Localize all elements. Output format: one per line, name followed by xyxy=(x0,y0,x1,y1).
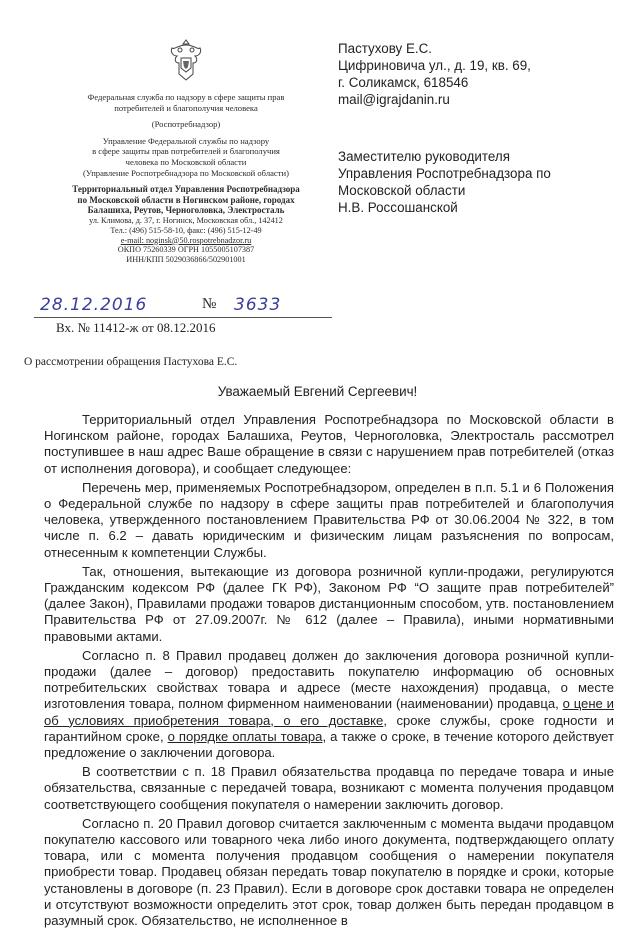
addressee-block xyxy=(338,40,628,216)
sender-department-line: (Управление Роспотребнадзора по Московской области) xyxy=(83,167,289,178)
underlined-text: о цене и об условиях приобретения товара, о его доставке xyxy=(44,696,614,728)
handwritten-number: 3633 xyxy=(234,295,282,315)
coat-of-arms-emblem xyxy=(164,36,208,82)
paragraph-text: Согласно п. 8 Правил продавец должен до заключения договора розничной купли-продажи (далее – договор) предоставить покупателю информацию об основных потребительских свойствах товара и адресе (месте нахождения) продавца, о месте изготовления товара, полном фирменном наименовании (наименовании) продавца, xyxy=(44,647,614,712)
recipient-street: Цифриновича ул., д. 19, кв. 69, xyxy=(338,58,531,73)
sender-office-line: Территориальный отдел Управления Роспотребнадзора xyxy=(72,184,300,195)
paragraph-text: , а также о сроке, в течение которого действует предложение о заключении договора. xyxy=(44,728,614,761)
recipient-email: mail@igrajdanin.ru xyxy=(338,92,450,107)
copy-to-block xyxy=(338,148,628,216)
paragraph: Согласно п. 20 Правил договор считается заключенным с момента выдачи продавцом покупателю кассового или товарного чека либо иного документа, подтверждающего оплату товара, или с момента получения продавцом сообщения о намерении покупателя приобрести товар. Продавец обязан передать товар покупателю в порядке и сроки, которые установлены в договоре (п. 23 Правил). Если в договоре срок доставки товара не определен и отсутствуют возможности определить этот срок, товар должен быть передан продавцом в разумный срок. Обязательство, не исполненное в xyxy=(44,815,614,929)
handwritten-date: 28.12.2016 xyxy=(40,295,148,315)
paragraph: Так, отношения, вытекающие из договора розничной купли-продажи, регулируются Гражданским кодексом РФ (далее ГК РФ), Законом РФ “О защите прав потребителей” (далее Закон), Правилами продажи товаров дистанционным способом, утв. постановлением Правительства РФ от 27.09.2007г. № 612 (далее – Правила), иными нормативными правовыми актами. xyxy=(44,563,614,644)
underlined-text: о порядке оплаты товара xyxy=(167,728,323,744)
copy-to-line: Управления Роспотребнадзора по xyxy=(338,166,551,181)
registration-row xyxy=(34,295,334,319)
sender-okpo: ОКПО 75260339 ОГРН 1055005107387 xyxy=(117,245,255,255)
sender-department-line: человека по Московской области xyxy=(125,156,247,167)
sender-block xyxy=(40,36,332,265)
sender-email: e-mail: noginsk@50.rospotrebnadzor.ru xyxy=(120,235,252,245)
copy-to-line: Заместителю руководителя xyxy=(338,149,510,164)
paragraph: Перечень мер, применяемых Роспотребнадзором, определен в п.п. 5.1 и 6 Положения о Федеральной службе по надзору в сфере защиты прав потребителей и благополучия человека, утвержденного постановлением Правительства РФ от 30.06.2004 № 322, в том числе п. 6.2 – давать юридическим и физическим лицам разъяснения по вопросам, отнесенным к компетенции Службы. xyxy=(44,479,614,560)
incoming-reference: Вх. № 11412-ж от 08.12.2016 xyxy=(56,320,216,335)
salutation: Уважаемый Евгений Сергеевич! xyxy=(217,384,418,399)
number-sign: № xyxy=(202,296,217,312)
sender-address: ул. Климова, д. 37, г. Ногинск, Московская обл., 142412 xyxy=(89,215,283,225)
registration-underline xyxy=(34,317,332,318)
letter-body xyxy=(44,412,614,932)
recipient-city: г. Соликамск, 618546 xyxy=(338,75,469,90)
copy-to-line: Н.В. Россошанской xyxy=(338,200,458,215)
sender-agency-short: (Роспотребнадзор) xyxy=(151,119,221,130)
letter-subject: О рассмотрении обращения Пастухова Е.С. xyxy=(24,356,238,368)
sender-agency-line: потребителей и благополучия человека xyxy=(114,102,258,113)
sender-inn: ИНН/КПП 5029036866/502901001 xyxy=(126,255,246,265)
sender-agency-line: Федеральная служба по надзору в сфере защиты прав xyxy=(87,92,285,102)
paragraph-text: , сроке службы, сроке годности и гарантийном сроке, xyxy=(44,712,614,744)
paragraph: В соответствии с п. 18 Правил обязательства продавца по передаче товара и иные обязательства, связанные с передачей товара, возникают с момента получения продавцом соответствующего сообщения покупателя о намерении заключить договор. xyxy=(44,764,614,812)
recipient-name: Пастухову Е.С. xyxy=(338,41,433,56)
recipient-address xyxy=(338,40,628,108)
paragraph xyxy=(44,648,614,761)
paragraph: Территориальный отдел Управления Роспотребнадзора по Московской области в Ногинском районе, городах Балашиха, Реутов, Черноголовка, Электросталь рассмотрел поступившее в наш адрес Ваше обращение в связи с нарушением прав потребителей (отказ от исполнения договора), и сообщает следующее: xyxy=(44,412,614,476)
sender-department-line: Управление Федеральной службы по надзору xyxy=(102,135,270,146)
copy-to-line: Московской области xyxy=(338,183,466,198)
sender-department-line: в сфере защиты прав потребителей и благополучия xyxy=(92,146,280,157)
sender-office-line: Балашиха, Реутов, Черноголовка, Электросталь xyxy=(87,205,285,216)
sender-office-line: по Московской области в Ногинском районе, городах xyxy=(77,194,295,205)
sender-phone: Тел.: (496) 515-58-10, факс: (496) 515-12-49 xyxy=(110,225,262,235)
